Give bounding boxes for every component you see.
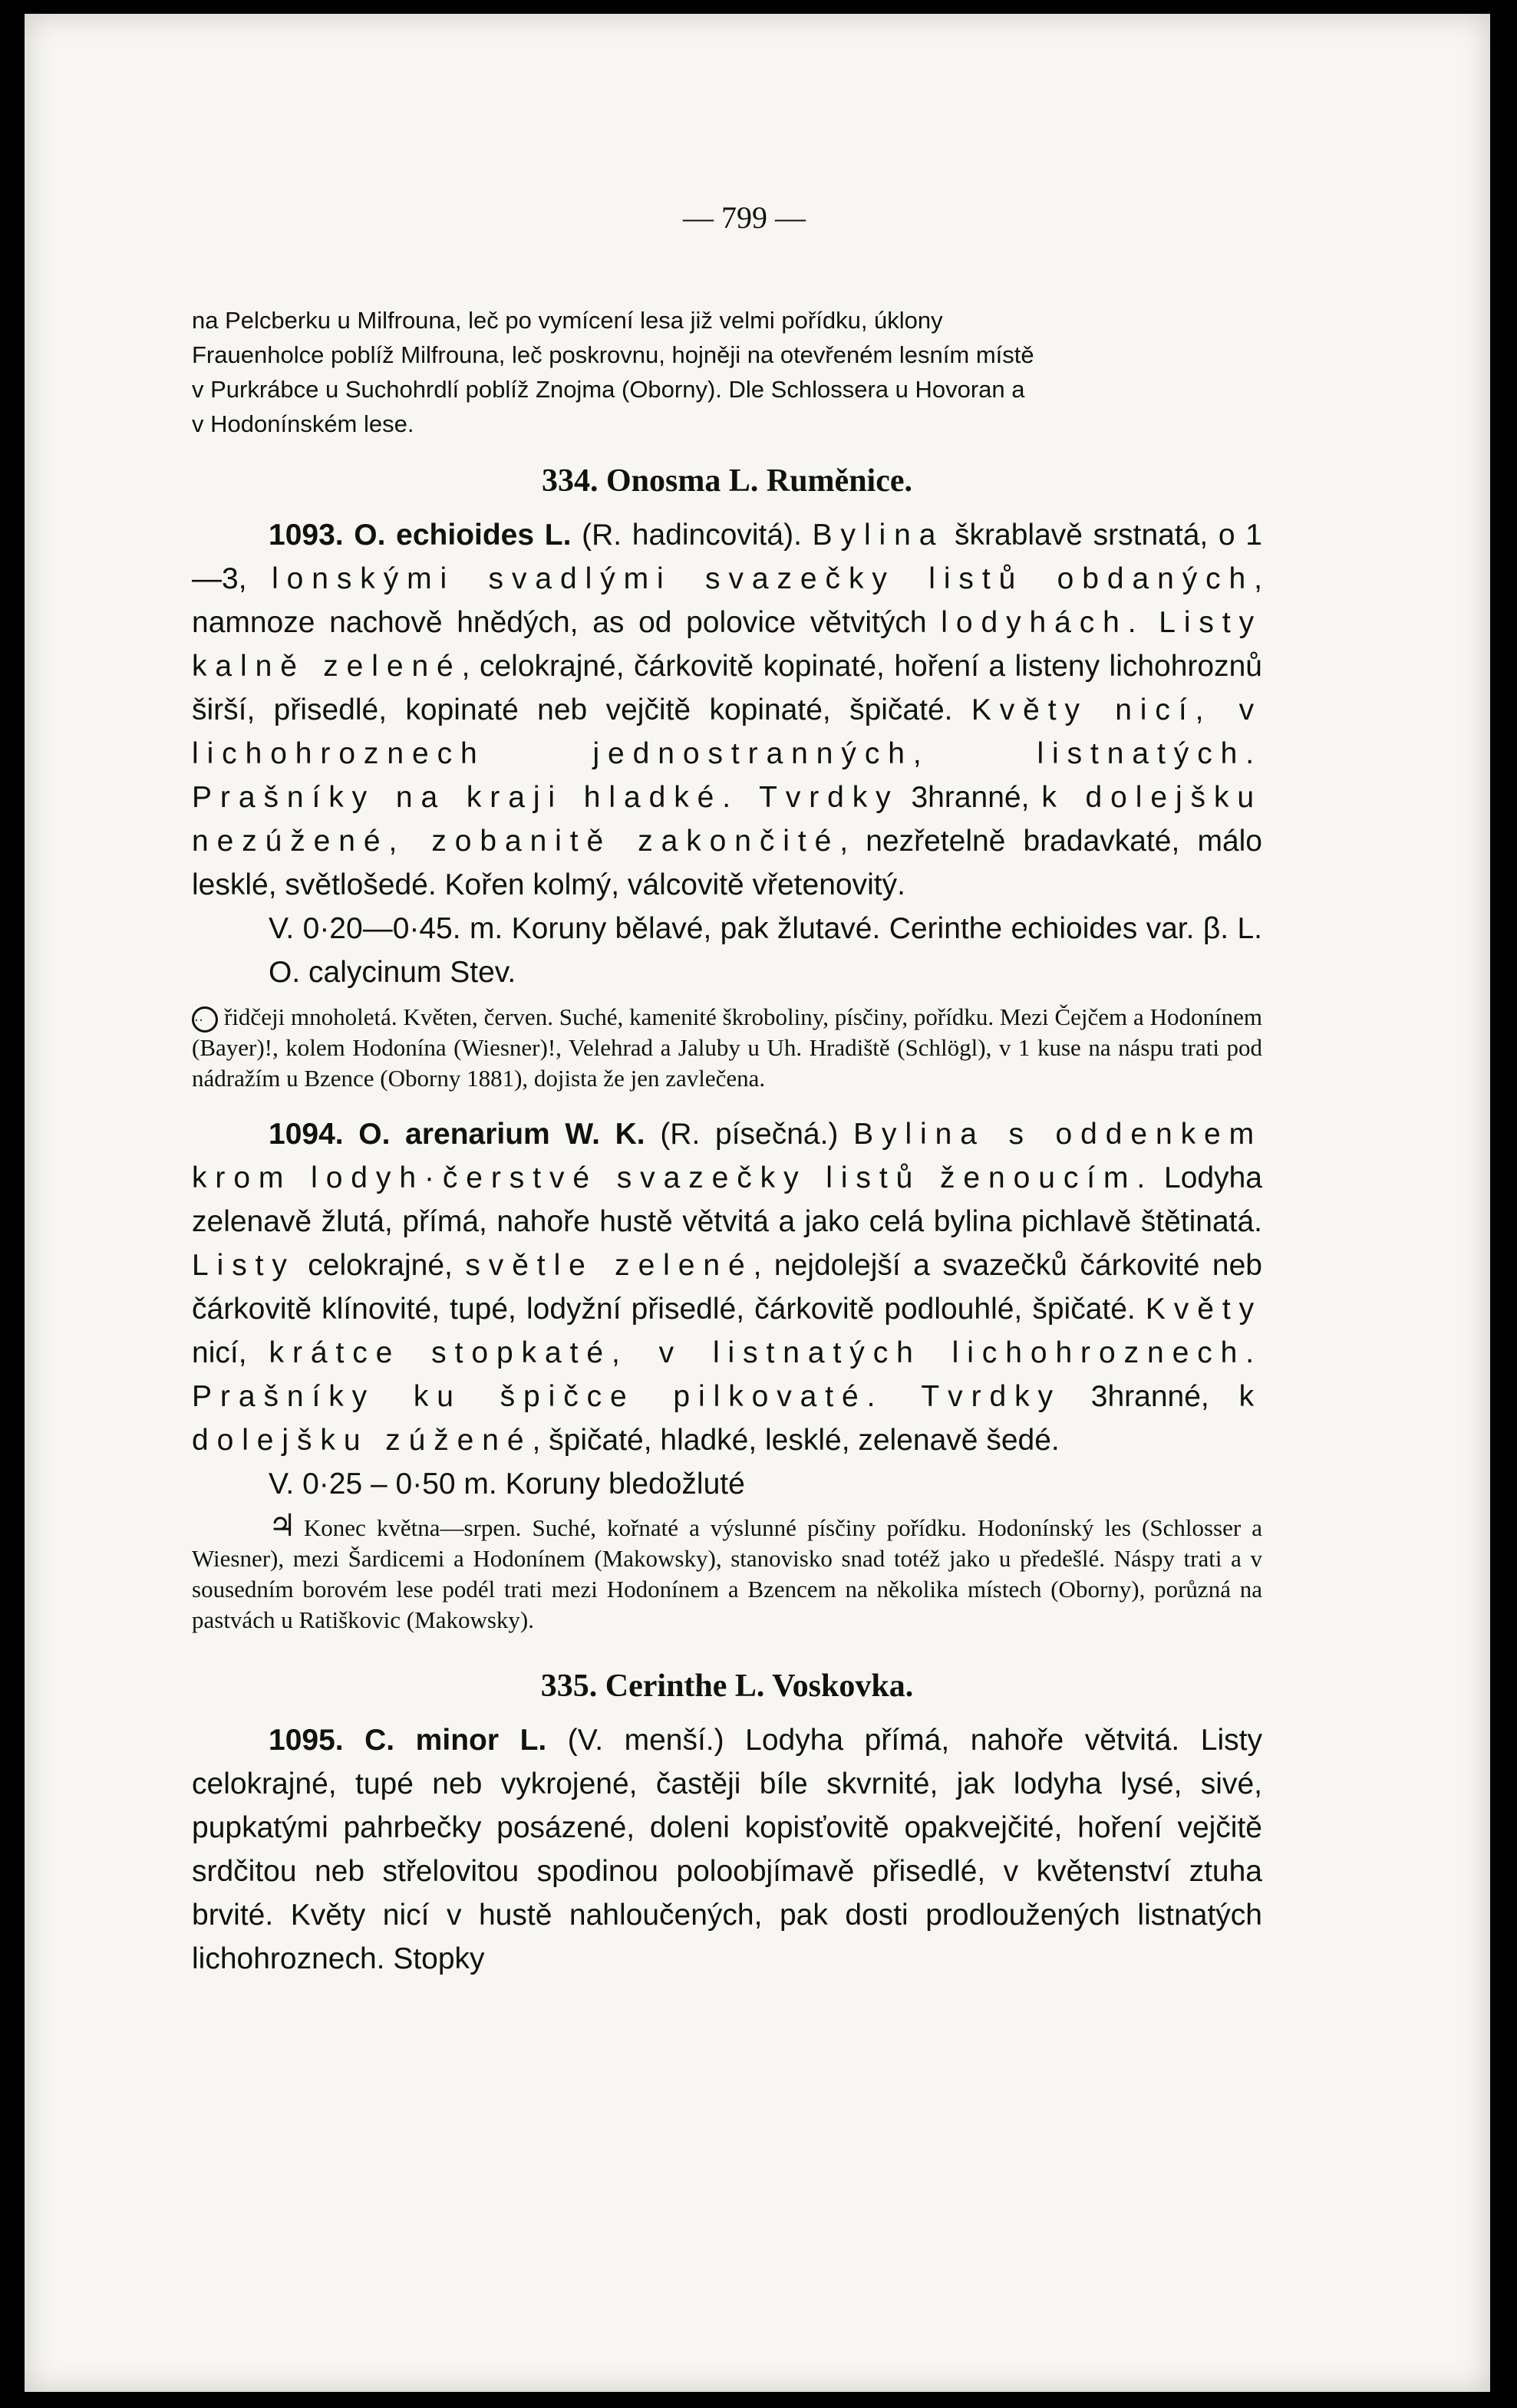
species-1094-note — [192, 1510, 1262, 1636]
text-segment: , špičaté, hladké, lesklé, zelenavě šedé. — [532, 1424, 1060, 1457]
species-1093-note — [192, 1002, 1262, 1094]
text-segment: , nezřetelně bradavkaté, málo lesklé, světlošedé. Kořen kolmý, válcovitě vřetenovitý. — [192, 825, 1262, 901]
species-1094-description — [192, 1112, 1262, 1462]
text-segment: Lodyha zelenavě žlutá, přímá, nahoře hustě větvitá a jako celá bylina pichlavě štětinatá. — [192, 1161, 1262, 1238]
text-segment: , celokrajné, čárkovitě kopinaté, hoření a listeny lichohroznů širší, přisedlé, kopinaté neb vejčitě kopinaté, špičaté. — [192, 650, 1262, 726]
text-segment: Květy — [1145, 1293, 1262, 1326]
perennial-symbol-icon: ♃ — [269, 1508, 296, 1543]
genus-heading-334: 334. Onosma L. Ruměnice. — [542, 463, 912, 499]
text-segment: (R. hadincovitá). — [571, 519, 813, 552]
text-segment: lonskými svadlými svazečky listů obdaných — [272, 562, 1255, 595]
text-segment: , nejdolejší a svazečků čárkovité neb čárkovitě klínovité, tupé, lodyžní přisedlé, čárkovitě podlouhlé, špičaté. — [192, 1249, 1262, 1326]
genus-heading-335: 335. Cerinthe L. Voskovka. — [540, 1668, 914, 1704]
intro-line: v Purkrábce u Suchohrdlí poblíž Znojma (Oborny). Dle Schlossera u Hovoran a — [192, 376, 1025, 403]
text-segment — [1145, 606, 1159, 639]
text-segment: 3hranné, — [899, 781, 1042, 814]
species-1095-name: 1095. C. minor L. — [269, 1724, 547, 1757]
text-segment: Bylina — [812, 519, 945, 552]
intro-line: Frauenholce poblíž Milfrouna, leč poskrovnu, hojněji na otevřeném lesním místě — [192, 341, 1034, 368]
species-1093-note-text: řidčeji mnoholetá. Květen, červen. Suché, kamenité škroboliny, písčiny, pořídku. Mezi Čejčem a Hodonínem (Bayer)!, kolem Hodonína (Wiesner)!, Velehrad a Jaluby u Uh. Hradiště (Schlögl), v 1 kuse na náspu trati pod nádražím u Bzence (Oborny 1881), dojista že jen zavlečena. — [192, 1003, 1262, 1092]
page-number: — 799 — — [683, 200, 806, 235]
species-1093-text — [192, 519, 1262, 901]
intro-line: na Pelcberku u Milfrouna, leč po vymícení lesa již velmi pořídku, úklony — [192, 307, 943, 334]
species-1093-name: 1093. O. echioides L. — [269, 519, 572, 552]
species-1094-note-text: Konec května—srpen. Suché, kořnaté a výslunné písčiny pořídku. Hodonínský les (Schlosser a Wiesner), mezi Šardicemi a Hodonínem (Makowsky), stanovisko snad totéž jako u předešlé. Náspy trati a v sousedním borovém lese podél trati mezi Hodonínem a Bzencem na několika místech (Oborny), porůzná na pastvách u Ratiškovic (Makowsky). — [192, 1514, 1262, 1633]
text-segment: Květy nicí, v lichohroznech jednostranných, listnatých. — [192, 693, 1262, 770]
species-1095-description — [192, 1718, 1262, 1981]
text-segment: nicí, — [192, 1336, 269, 1369]
text-segment: Bylina s oddenkem krom lodyh·čerstvé svazečky listů ženoucím. — [192, 1118, 1262, 1194]
text-segment: (V. menší.) Lodyha přímá, nahoře větvitá. Listy celokrajné, tupé neb vykrojené, častěji bíle skvrnité, jak lodyha lysé, sivé, pupkatými pahrbečky posázené, doleni kopisťovitě opakvejčité, hoření vejčitě srdčitou neb střelovitou spodinou poloobjímavě přisedlé, v květenství ztuha brvité. Květy nicí v hustě nahloučených, pak dosti prodloužených listnatých lichohroznech. Stopky — [192, 1724, 1262, 1975]
species-1094-name: 1094. O. arenarium W. K. — [269, 1118, 645, 1151]
text-segment: celokrajné, — [295, 1249, 466, 1282]
species-1093-flowering: V. 0·20—0·45. m. Koruny bělavé, pak žlutavé. Cerinthe echioides var. β. L. O. calycinum Stev. — [269, 912, 1262, 989]
species-1094-flowering: V. 0·25 – 0·50 m. Koruny bledožluté — [269, 1468, 745, 1500]
intro-paragraph — [192, 303, 1262, 441]
biennial-symbol-icon: ·· — [192, 1006, 218, 1033]
text-segment: krátce stopkaté, v listnatých lichohroznech. Prašníky ku špičce pilkovaté. Tvrdky — [192, 1336, 1262, 1413]
intro-line: v Hodonínském lese. — [192, 410, 414, 437]
text-segment: , namnoze nachově hnědých, as od polovice větvitých — [192, 562, 1262, 639]
text-segment: škrablavě srstnatá, o 1—3, — [192, 519, 1262, 595]
text-segment: 3hranné, — [1060, 1380, 1239, 1413]
text-segment: (R. písečná.) — [645, 1118, 854, 1151]
text-segment: Prašníky na kraji hladké. Tvrdky — [192, 781, 899, 814]
species-1093-description — [192, 513, 1262, 907]
text-segment: lodyhách. — [941, 606, 1145, 639]
text-segment: Listy kalně zelené — [192, 606, 1262, 683]
text-column — [192, 303, 1262, 1981]
text-segment: Listy — [192, 1249, 295, 1282]
species-1095-text — [192, 1724, 1262, 1975]
text-segment: světle zelené — [465, 1249, 754, 1282]
text-segment: k dolejšku zúžené — [192, 1380, 1262, 1457]
species-1094-text — [192, 1118, 1262, 1457]
text-segment: k dolejšku nezúžené, zobanitě zakončité — [192, 781, 1262, 858]
